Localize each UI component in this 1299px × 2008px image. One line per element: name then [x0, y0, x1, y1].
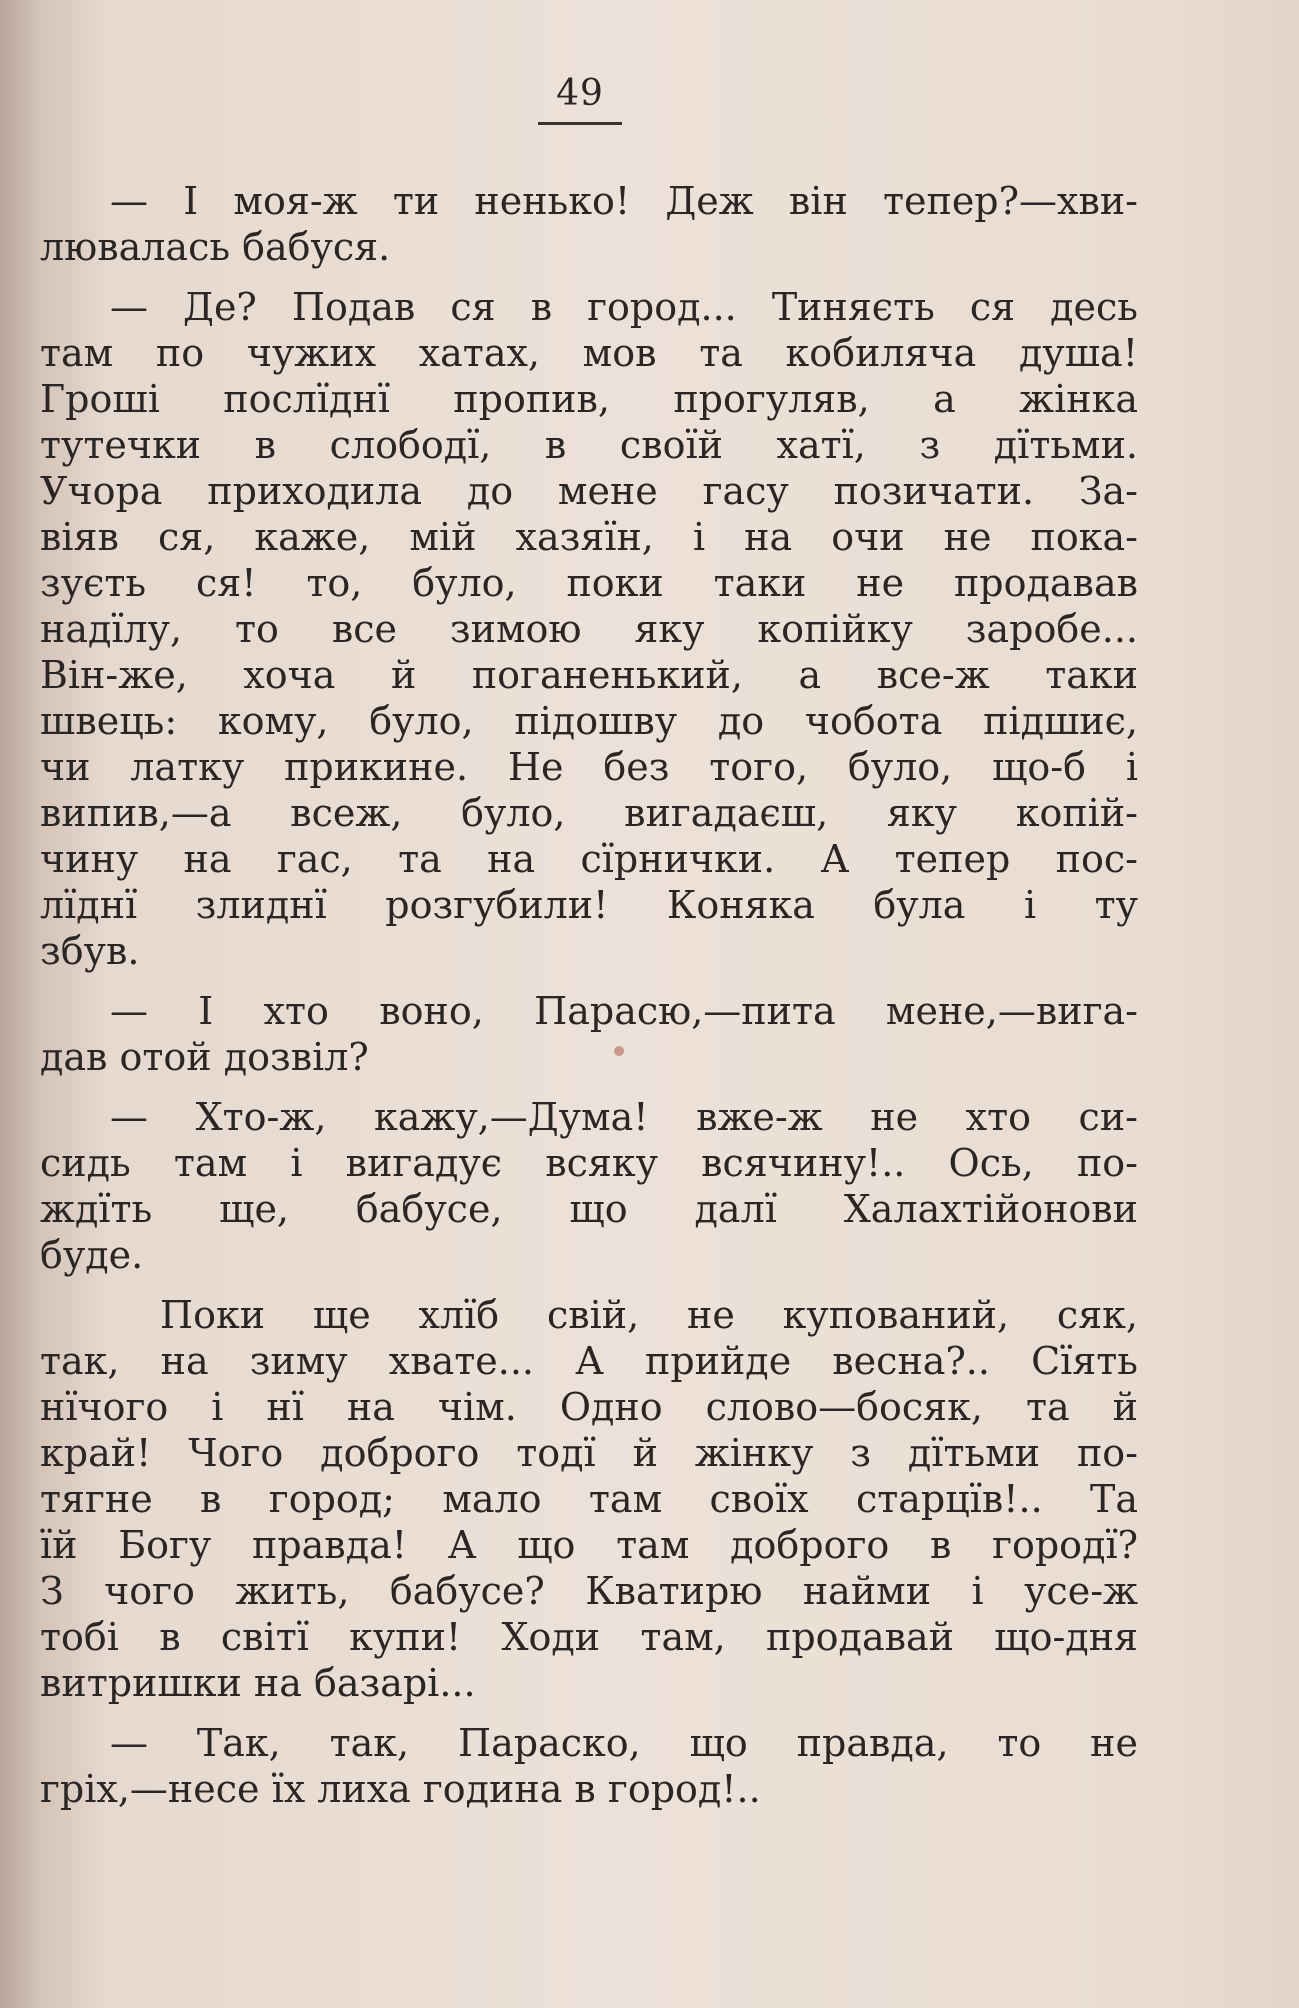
text-line: їй Богу правда! А що там доброго в городї?: [40, 1523, 1138, 1567]
body-text: [40, 178, 1138, 1826]
paragraph-6: [40, 1720, 1138, 1812]
text-line: зуєть ся! то, було, поки таки не продавав: [40, 561, 1138, 605]
text-line: тягне в город; мало там своїх старцїв!.. Та: [40, 1477, 1138, 1521]
text-line: Учора приходила до мене гасу позичати. За-: [40, 469, 1138, 513]
paragraph-1: [40, 178, 1138, 270]
text-line: Гроші послїднї пропив, прогуляв, а жінка: [40, 377, 1138, 421]
paragraph-5: [40, 1292, 1138, 1706]
text-line: — Де? Подав ся в город... Тиняєть ся десь: [110, 285, 1138, 329]
text-line: гріх,—несе їх лиха година в город!..: [40, 1767, 761, 1811]
text-line: тутечки в слободї, в своїй хатї, з дїтьми.: [40, 423, 1138, 467]
text-line: Поки ще хлїб свій, не купований, сяк,: [160, 1293, 1138, 1337]
text-line: збув.: [40, 929, 140, 973]
text-line: швець: кому, було, підошву до чобота підшиє,: [40, 699, 1138, 743]
text-line: буде.: [40, 1233, 144, 1277]
text-line: З чого жить, бабусе? Кватирю найми і усе-ж: [40, 1569, 1138, 1613]
text-line: випив,—а всеж, було, вигадаєш, яку копій-: [40, 791, 1138, 835]
text-line: чи латку прикине. Не без того, було, що-б і: [40, 745, 1138, 789]
text-line: чину на гас, та на сїрнички. А тепер пос-: [40, 837, 1138, 881]
page-header: [0, 72, 1160, 125]
text-line: надїлу, то все зимою яку копійку заробе...: [40, 607, 1138, 651]
text-line: так, на зиму хвате... А прийде весна?.. Сїять: [40, 1339, 1138, 1383]
text-line: там по чужих хатах, мов та кобиляча душа!: [40, 331, 1138, 375]
paragraph-2: [40, 284, 1138, 974]
paper-stain: [614, 1046, 624, 1056]
text-line: — Так, так, Параско, що правда, то не: [110, 1721, 1138, 1765]
page-number: 49: [538, 72, 622, 125]
text-line: лїднї злиднї розгубили! Коняка була і ту: [40, 883, 1138, 927]
text-line: дав отой дозвіл?: [40, 1035, 369, 1079]
text-line: ждїть ще, бабусе, що далї Халахтійонови: [40, 1187, 1138, 1231]
text-line: сидь там і вигадує всяку всячину!.. Ось, по-: [40, 1141, 1138, 1185]
paragraph-3: [40, 988, 1138, 1080]
text-line: — Хто-ж, кажу,—Дума! вже-ж не хто си-: [110, 1095, 1138, 1139]
text-line: Він-же, хоча й поганенький, а все-ж таки: [40, 653, 1138, 697]
text-line: нїчого і нї на чім. Одно слово—босяк, та й: [40, 1385, 1138, 1429]
paragraph-4: [40, 1094, 1138, 1278]
text-line: край! Чого доброго тодї й жінку з дїтьми по-: [40, 1431, 1138, 1475]
text-line: віяв ся, каже, мій хазяїн, і на очи не пока-: [40, 515, 1138, 559]
text-line: — І хто воно, Парасю,—пита мене,—вига-: [110, 989, 1138, 1033]
text-line: — І моя-ж ти ненько! Деж він тепер?—хви-: [110, 179, 1138, 223]
text-line: витришки на базарі...: [40, 1661, 476, 1705]
text-line: тобі в світї купи! Ходи там, продавай що-дня: [40, 1615, 1138, 1659]
text-line: лювалась бабуся.: [40, 225, 391, 269]
